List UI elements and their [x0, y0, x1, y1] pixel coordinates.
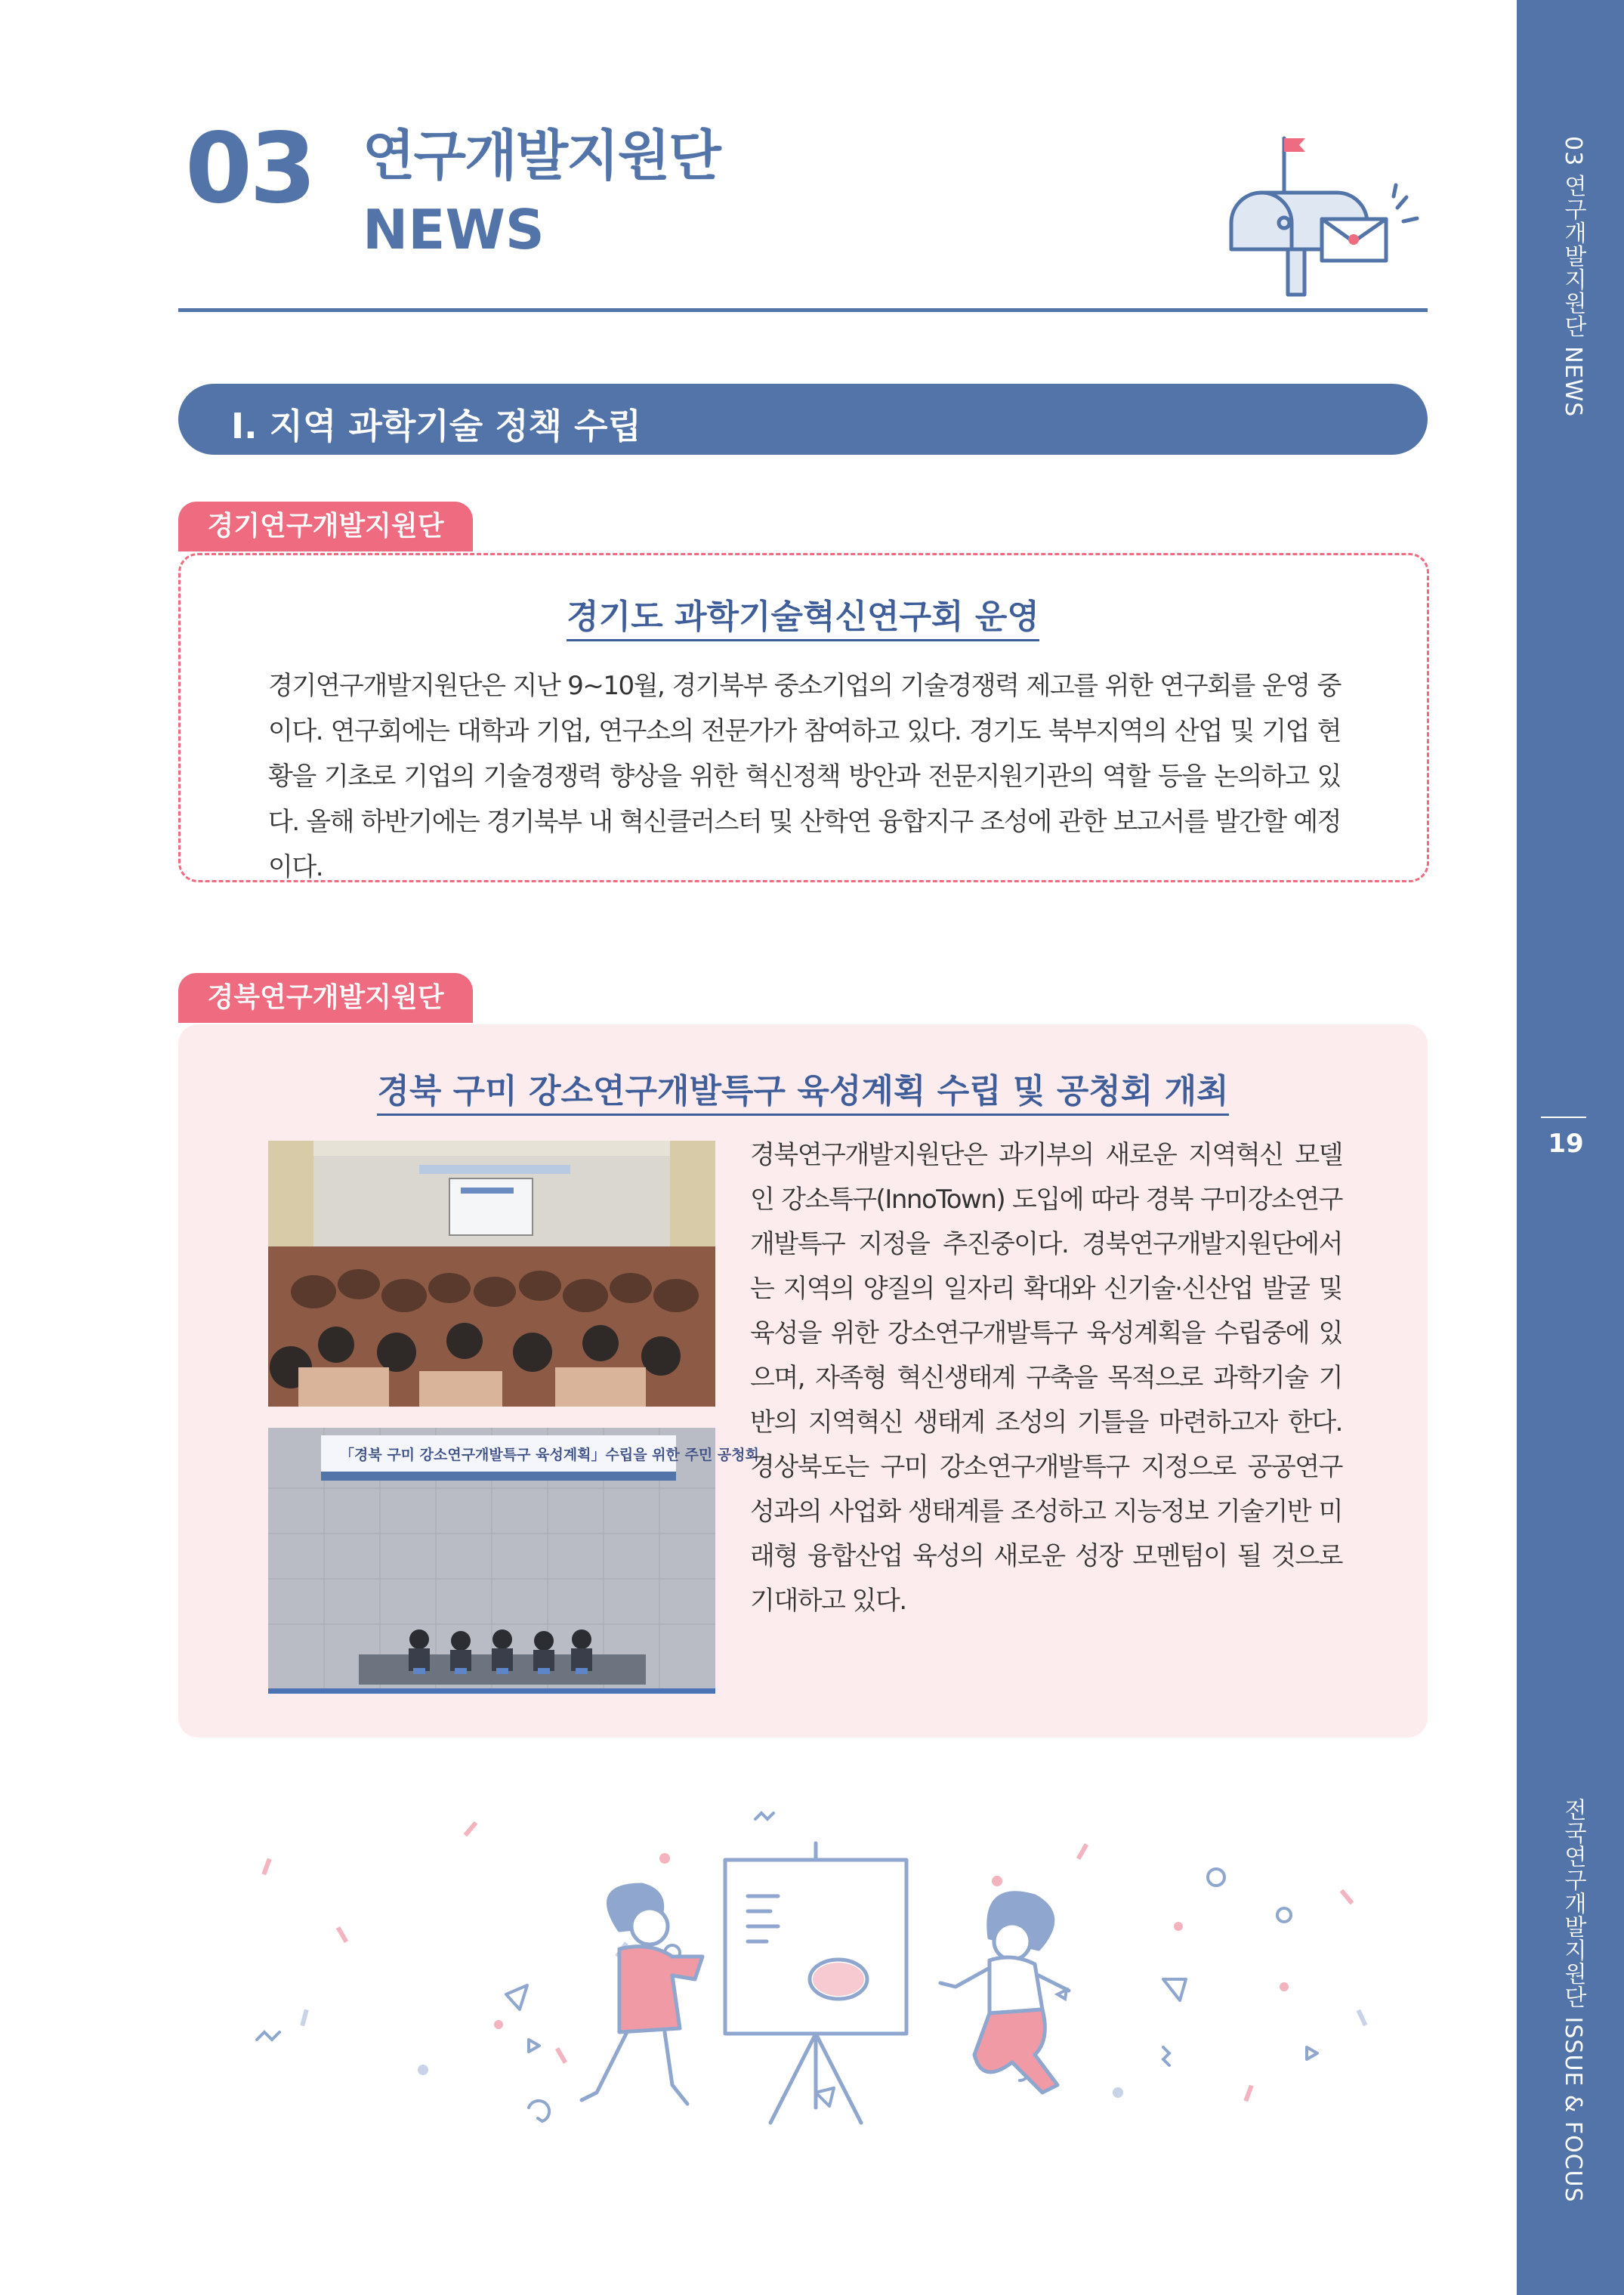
- section-number: 03: [185, 113, 314, 225]
- presentation-illustration: [227, 1798, 1420, 2130]
- page-number-divider: [1541, 1117, 1586, 1118]
- mailbox-icon: [1239, 125, 1435, 298]
- gyeonggi-title: [178, 589, 1428, 638]
- page-number: 19: [1548, 1129, 1584, 1159]
- public-hearing-photo: [268, 1428, 759, 1694]
- auditorium-photo: [268, 1141, 715, 1407]
- hearing-banner-text: 「경북 구미 강소연구개발특구 육성계획」수립을 위한 주민 공청회: [340, 1447, 759, 1463]
- chapter-heading-bar: [178, 384, 1428, 455]
- gyeonggi-title-text: 경기도 과학기술혁신연구회 운영: [567, 598, 1039, 641]
- section-title-line1: 연구개발지원단: [363, 124, 720, 187]
- gyeongbuk-body: 경북연구개발지원단은 과기부의 새로운 지역혁신 모델인 강소특구(InnoTown) 도입에 따라 경북 구미강소연구개발특구 지정을 추진중이다. 경북연구개발지원단에서는 지역의 양질의 일자리 확대와 신기술·신산업 발굴 및 육성을 위한 강소연구개발특구 육성계획을 수립중에 있으며, 자족형 혁신생태계 구축을 목적으로 과학기술 기반의 지역혁신 생태계 조성의 기틀을 마련하고자 한다. 경상북도는 구미 강소연구개발특구 지정으로 공공연구성과의 사업화 생태계를 조성하고 지능정보 기술기반 미래형 융합산업 육성의 새로운 성장 모멘텀이 될 것으로 기대하고 있다.: [750, 1140, 1342, 1616]
- gyeongbuk-title-text: 경북 구미 강소연구개발특구 육성계획 수립 및 공청회 개최: [377, 1072, 1228, 1116]
- gyeongbuk-tab: 경북연구개발지원단: [178, 973, 473, 1023]
- section-title-line2: NEWS: [363, 198, 545, 261]
- sidebar-publication-label: 전국연구개발지원단 ISSUE & FOCUS: [1560, 1798, 1586, 2203]
- gyeongbuk-title: [178, 1064, 1428, 1112]
- header-rule: [178, 308, 1428, 312]
- chapter-title: Ⅰ. 지역 과학기술 정책 수립: [231, 406, 642, 446]
- sidebar-section-label: 03 연구개발지원단 NEWS: [1560, 136, 1586, 418]
- gyeonggi-tab: 경기연구개발지원단: [178, 502, 473, 551]
- gyeonggi-body: 경기연구개발지원단은 지난 9~10월, 경기북부 중소기업의 기술경쟁력 제고를 위한 연구회를 운영 중이다. 연구회에는 대학과 기업, 연구소의 전문가가 참여하고 있다. 경기도 북부지역의 산업 및 기업 현황을 기초로 기업의 기술경쟁력 향상을 위한 혁신정책 방안과 전문지원기관의 역할 등을 논의하고 있다. 올해 하반기에는 경기북부 내 혁신클러스터 및 산학연 융합지구 조성에 관한 보고서를 발간할 예정이다.: [268, 671, 1341, 882]
